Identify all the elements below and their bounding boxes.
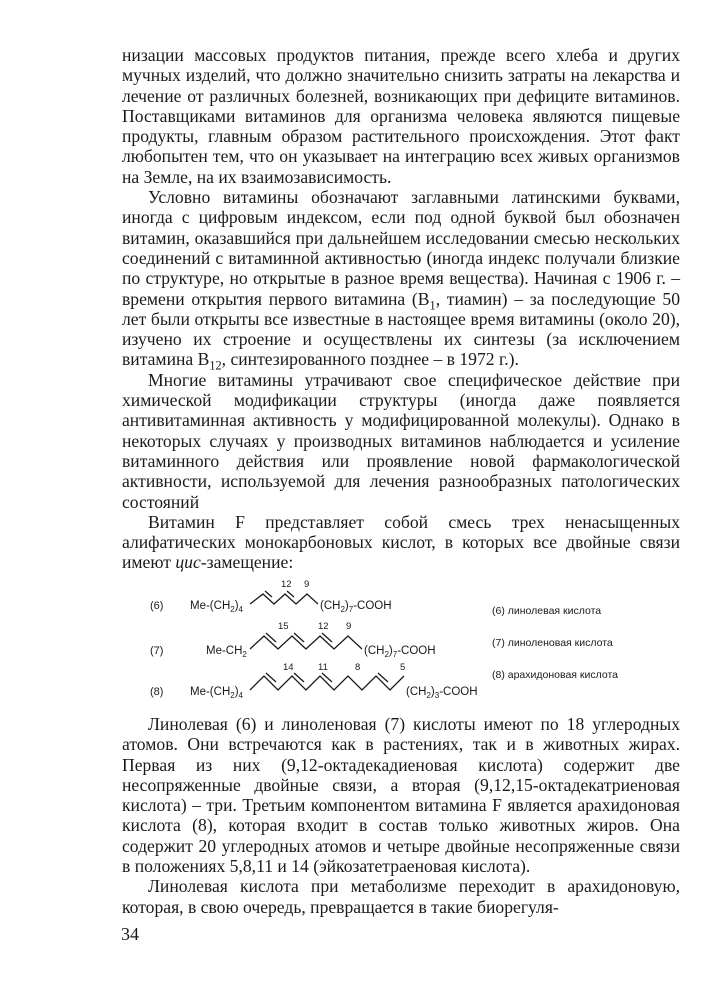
- paragraph: Многие витамины утрачивают свое специфическое действие при химической модификации структуры (иногда даже появляется антивитаминная активность у модифицированной молекулы). Однако в некоторых случаях у производных витаминов наблюдается и усиление витаминного действия или проявление новой фармакологической активности, используемой для лечения разнообразных патологических состояний: [122, 369, 680, 512]
- text-block-top: [122, 45, 680, 573]
- subscript: 1: [429, 298, 436, 313]
- fatty-acid-structures-figure: [150, 578, 670, 708]
- position-label: 8: [355, 662, 361, 673]
- legend-item: (7) линоленовая кислота: [492, 637, 613, 649]
- page-number: 34: [121, 924, 139, 944]
- right-group-7: $(CH_2)_7$-COOH: [364, 645, 436, 659]
- chain-6: [250, 594, 318, 604]
- paragraph: низации массовых продуктов питания, прежде всего хлеба и других мучных изделий, что должно значительно снизить затраты на лекарства и лечение от различных болезней, возникающих при дефиците витаминов. Поставщиками витаминов для организма человека являются пищевые продукты, главным образом растительного происхождения. Этот факт любопытен тем, что он указывает на интеграцию всех живых организмов на Земле, на их взаимозависимость.: [122, 45, 680, 187]
- formula-label-7: (7): [150, 645, 164, 657]
- text-run: Витамин F представляет собой смесь трех ненасыщенных алифатических монокарбоновых кислот, в которых все двойные связи имеют: [122, 511, 680, 573]
- paragraph: [122, 512, 680, 573]
- left-group-7: $Me-CH_2$: [206, 645, 247, 659]
- left-group-6: $Me-(CH_2)_4$: [190, 600, 243, 614]
- legend-item: (8) арахидоновая кислота: [492, 669, 618, 681]
- right-group-6: $(CH_2)_7$-COOH: [320, 600, 392, 614]
- position-label: 14: [283, 662, 294, 673]
- text-run: Условно витамины обозначают заглавными латинскими буквами, иногда с цифровым индексом, если под одной буквой был обозначен витамин, оказавшийся при дальнейшем исследовании смесью нескольких соединений с витаминной активностью (иногда индекс получали близкие по структуре, но открытые в разное время вещества). Начиная с 1906 г. – времени открытия первого витамина (B: [122, 187, 680, 309]
- paragraph: [122, 187, 680, 373]
- position-label: 9: [304, 579, 310, 590]
- position-label: 12: [318, 621, 329, 632]
- formula-label-6: (6): [150, 600, 164, 612]
- italic-term: цис: [175, 552, 201, 573]
- text-run: -замещение:: [200, 552, 294, 573]
- text-run: , синтезированного позднее – в 1972 г.).: [221, 349, 519, 370]
- position-label: 5: [400, 662, 406, 673]
- left-group-8: $Me-(CH_2)_4$: [190, 686, 243, 700]
- position-label: 15: [278, 621, 289, 632]
- text-run: , тиамин) – за последующие 50 лет были открыты все известные в настоящее время витамины (около 20), изучено их строение и осуществлены их синтезы (за исключением витамина B: [122, 288, 680, 370]
- position-label: 9: [346, 621, 352, 632]
- chain-7: [250, 636, 362, 649]
- formula-label-8: (8): [150, 686, 164, 698]
- paragraph: Линолевая кислота при метаболизме переходит в арахидоновую, которая, в свою очередь, превращается в такие биорегуля-: [122, 876, 680, 917]
- position-label: 11: [318, 662, 328, 673]
- subscript: 12: [209, 358, 222, 373]
- paragraph: Линолевая (6) и линоленовая (7) кислоты имеют по 18 углеродных атомов. Они встречаются как в растениях, так и в животных жирах. Первая из них (9,12-октадекадиеновая кислота) содержит две несопряженные двойные связи, а вторая (9,12,15-октадекатриеновая кислота) – три. Третьим компонентом витамина F является арахидоновая кислота (8), которая входит в состав только животных жиров. Она содержит 20 углеродных атомов и четыре двойные несопряженные связи в положениях 5,8,11 и 14 (эйкозатетраеновая кислота).: [122, 714, 680, 877]
- legend-item: (6) линолевая кислота: [492, 605, 602, 617]
- text-block-bottom: [122, 714, 680, 917]
- position-label: 12: [281, 579, 292, 590]
- right-group-8: $(CH_2)_3$-COOH: [406, 686, 478, 700]
